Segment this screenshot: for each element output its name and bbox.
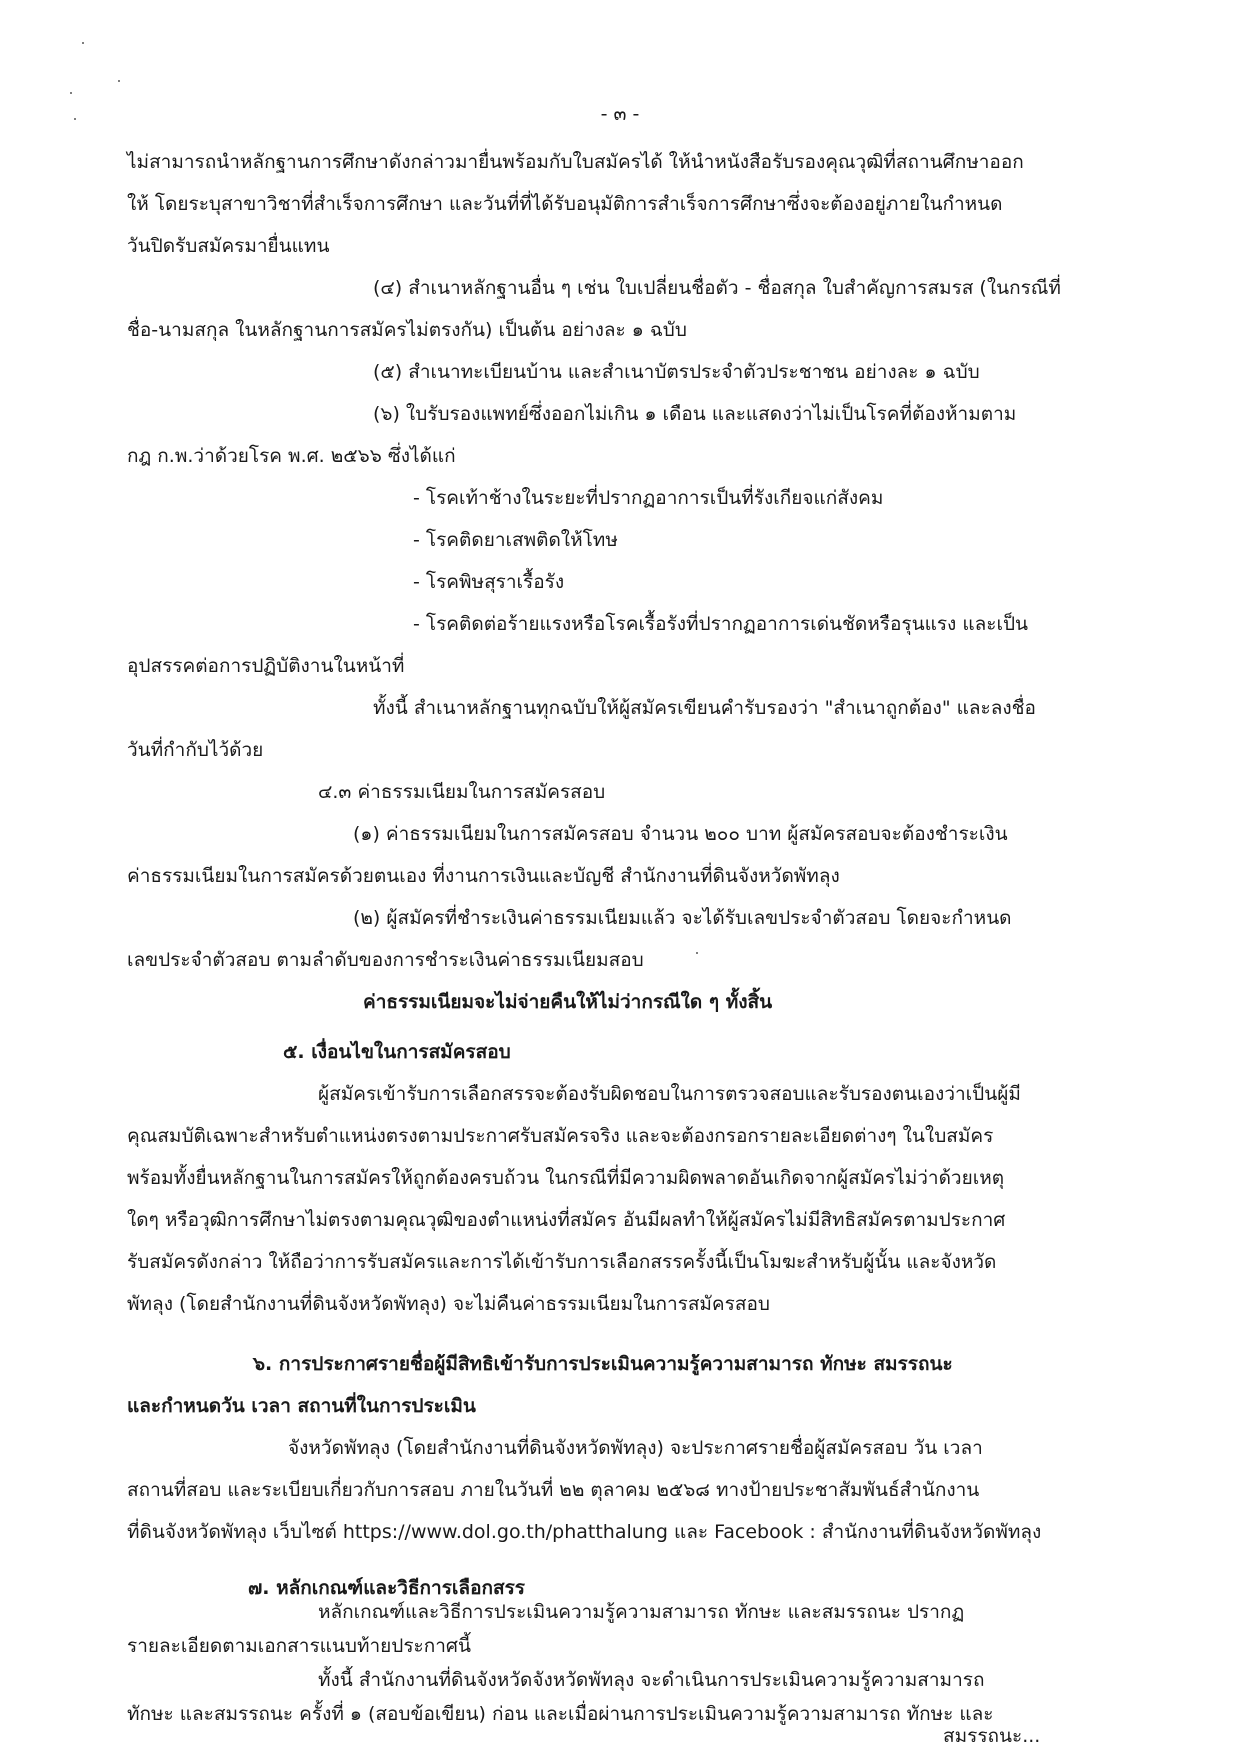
scan-speck xyxy=(74,118,76,120)
bullet-item: - โรคเท้าช้างในระยะที่ปรากฏอาการเป็นที่รังเกียจแก่สังคม xyxy=(413,487,884,509)
body-line: สมรรถนะ... xyxy=(943,1725,1041,1747)
section-heading: ๖. การประกาศรายชื่อผู้มีสิทธิเข้ารับการประเมินความรู้ความสามารถ ทักษะ สมรรถนะ xyxy=(253,1353,953,1375)
body-line: เลขประจำตัวสอบ ตามลำดับของการชำระเงินค่าธรรมเนียมสอบ xyxy=(127,949,644,971)
body-line: วันที่กำกับไว้ด้วย xyxy=(127,739,264,761)
body-line: วันปิดรับสมัครมายื่นแทน xyxy=(127,235,330,257)
scan-speck xyxy=(70,92,72,94)
list-item: (๕) สำเนาทะเบียนบ้าน และสำเนาบัตรประจำตัวประชาชน อย่างละ ๑ ฉบับ xyxy=(373,361,980,383)
body-line: ที่ดินจังหวัดพัทลุง เว็บไซต์ https://www.dol.go.th/phatthalung และ Facebook : สำนักงานที่ดินจังหวัดพัทลุง xyxy=(127,1521,1042,1543)
scan-speck xyxy=(82,42,84,44)
body-line: สถานที่สอบ และระเบียบเกี่ยวกับการสอบ ภายในวันที่ ๒๒ ตุลาคม ๒๕๖๘ ทางป้ายประชาสัมพันธ์สำนักงาน xyxy=(127,1479,980,1501)
section-heading: ๕. เงื่อนไขในการสมัครสอบ xyxy=(283,1041,511,1063)
scan-speck xyxy=(118,80,120,82)
notice-line: ค่าธรรมเนียมจะไม่จ่ายคืนให้ไม่ว่ากรณีใด ๆ ทั้งสิ้น xyxy=(363,991,773,1013)
body-line: จังหวัดพัทลุง (โดยสำนักงานที่ดินจังหวัดพัทลุง) จะประกาศรายชื่อผู้สมัครสอบ วัน เวลา xyxy=(288,1437,983,1459)
list-item: (๖) ใบรับรองแพทย์ซึ่งออกไม่เกิน ๑ เดือน และแสดงว่าไม่เป็นโรคที่ต้องห้ามตาม xyxy=(373,403,1017,425)
body-line: ทั้งนี้ สำเนาหลักฐานทุกฉบับให้ผู้สมัครเขียนคำรับรองว่า "สำเนาถูกต้อง" และลงชื่อ xyxy=(373,697,1036,719)
body-line: รับสมัครดังกล่าว ให้ถือว่าการรับสมัครและการได้เข้ารับการเลือกสรรครั้งนี้เป็นโมฆะสำหรับผู้นั้น และจังหวัด xyxy=(127,1251,997,1273)
scan-speck xyxy=(696,952,698,954)
list-item: (๒) ผู้สมัครที่ชำระเงินค่าธรรมเนียมแล้ว จะได้รับเลขประจำตัวสอบ โดยจะกำหนด xyxy=(353,907,1012,929)
page-number: - ๓ - xyxy=(600,103,640,125)
bullet-item: - โรคพิษสุราเรื้อรัง xyxy=(413,571,565,593)
body-line: ผู้สมัครเข้ารับการเลือกสรรจะต้องรับผิดชอบในการตรวจสอบและรับรองตนเองว่าเป็นผู้มี xyxy=(318,1083,1021,1105)
body-line: ไม่สามารถนำหลักฐานการศึกษาดังกล่าวมายื่นพร้อมกับใบสมัครได้ ให้นำหนังสือรับรองคุณวุฒิที่สถานศึกษาออก xyxy=(127,151,1024,173)
body-line: ใดๆ หรือวุฒิการศึกษาไม่ตรงตามคุณวุฒิของตำแหน่งที่สมัคร อันมีผลทำให้ผู้สมัครไม่มีสิทธิสมัครตามประกาศ xyxy=(127,1209,1006,1231)
bullet-item: - โรคติดต่อร้ายแรงหรือโรคเรื้อรังที่ปรากฏอาการเด่นชัดหรือรุนแรง และเป็น xyxy=(413,613,1029,635)
body-line: ค่าธรรมเนียมในการสมัครด้วยตนเอง ที่งานการเงินและบัญชี สำนักงานที่ดินจังหวัดพัทลุง xyxy=(127,865,840,887)
body-line: ชื่อ-นามสกุล ในหลักฐานการสมัครไม่ตรงกัน) เป็นต้น อย่างละ ๑ ฉบับ xyxy=(127,319,687,341)
section-heading: ๗. หลักเกณฑ์และวิธีการเลือกสรร xyxy=(248,1577,525,1599)
bullet-item: - โรคติดยาเสพติดให้โทษ xyxy=(413,529,618,551)
body-line: หลักเกณฑ์และวิธีการประเมินความรู้ความสามารถ ทักษะ และสมรรถนะ ปรากฏ xyxy=(318,1601,965,1623)
body-line: ทักษะ และสมรรถนะ ครั้งที่ ๑ (สอบข้อเขียน) ก่อน และเมื่อผ่านการประเมินความรู้ความสามารถ ทักษะ และ xyxy=(127,1703,994,1725)
body-line: กฎ ก.พ.ว่าด้วยโรค พ.ศ. ๒๕๖๖ ซึ่งได้แก่ xyxy=(127,445,456,467)
body-line: อุปสรรคต่อการปฏิบัติงานในหน้าที่ xyxy=(127,655,405,677)
body-line: พร้อมทั้งยื่นหลักฐานในการสมัครให้ถูกต้องครบถ้วน ในกรณีที่มีความผิดพลาดอันเกิดจากผู้สมัครไม่ว่าด้วยเหตุ xyxy=(127,1167,1005,1189)
subsection-heading: ๔.๓ ค่าธรรมเนียมในการสมัครสอบ xyxy=(318,781,606,803)
body-line: คุณสมบัติเฉพาะสำหรับตำแหน่งตรงตามประกาศรับสมัครจริง และจะต้องกรอกรายละเอียดต่างๆ ในใบสมัคร xyxy=(127,1125,994,1147)
list-item: (๔) สำเนาหลักฐานอื่น ๆ เช่น ใบเปลี่ยนชื่อตัว - ชื่อสกุล ใบสำคัญการสมรส (ในกรณีที่ xyxy=(373,277,1061,299)
section-heading: และกำหนดวัน เวลา สถานที่ในการประเมิน xyxy=(127,1395,476,1417)
body-line: รายละเอียดตามเอกสารแนบท้ายประกาศนี้ xyxy=(127,1635,471,1657)
list-item: (๑) ค่าธรรมเนียมในการสมัครสอบ จำนวน ๒๐๐ บาท ผู้สมัครสอบจะต้องชำระเงิน xyxy=(353,823,1008,845)
body-line: ให้ โดยระบุสาขาวิชาที่สำเร็จการศึกษา และวันที่ที่ได้รับอนุมัติการสำเร็จการศึกษาซึ่งจะต้องอยู่ภายในกำหนด xyxy=(127,193,1003,215)
body-line: ทั้งนี้ สำนักงานที่ดินจังหวัดจังหวัดพัทลุง จะดำเนินการประเมินความรู้ความสามารถ xyxy=(318,1669,985,1691)
body-line: พัทลุง (โดยสำนักงานที่ดินจังหวัดพัทลุง) จะไม่คืนค่าธรรมเนียมในการสมัครสอบ xyxy=(127,1293,770,1315)
